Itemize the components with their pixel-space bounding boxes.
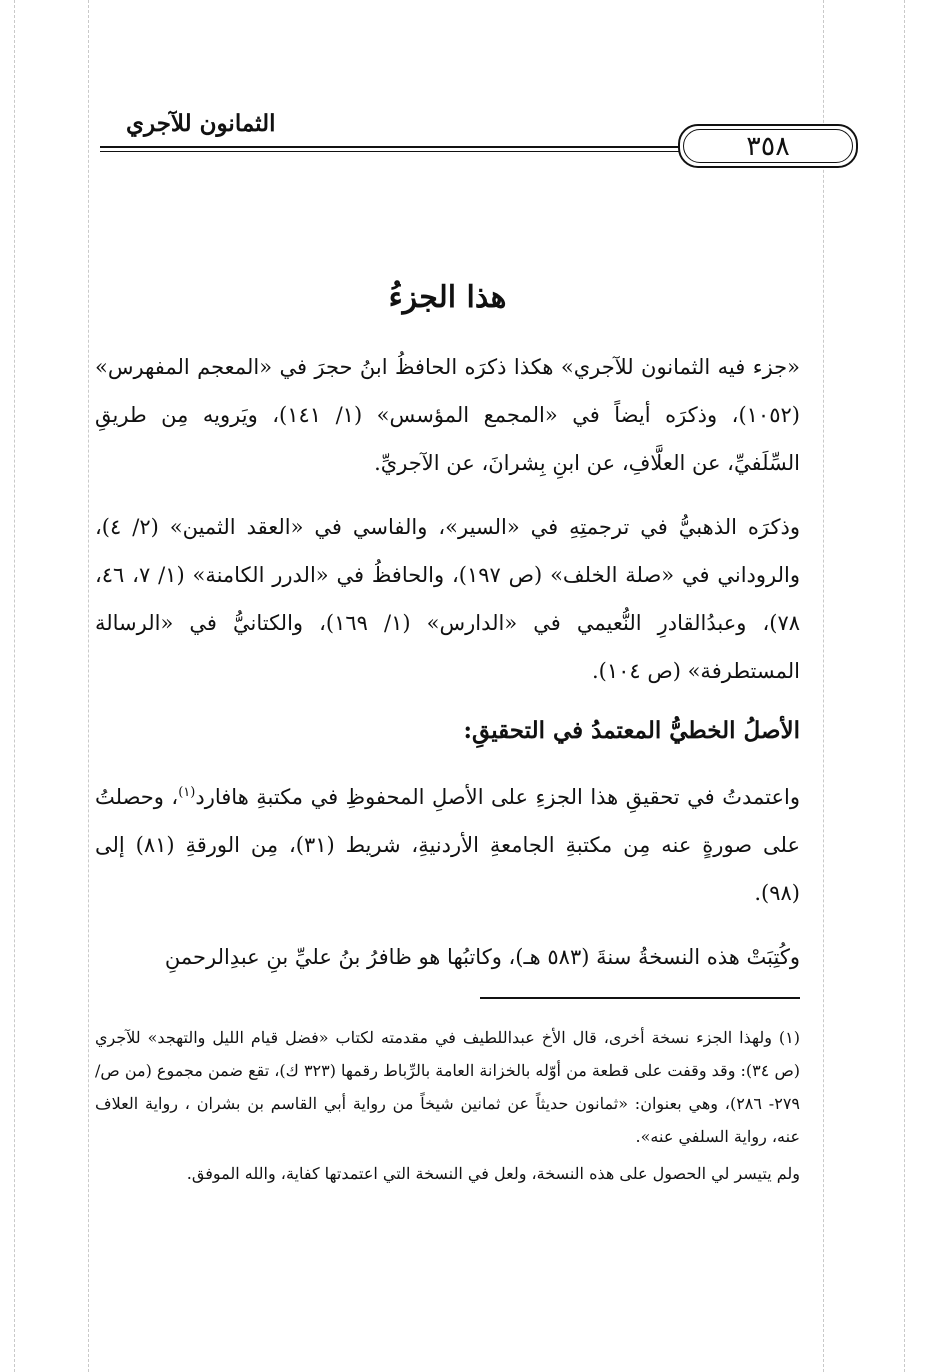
- paragraph-manuscript-text-b: ، وحصلتُ على صورةٍ عنه مِن مكتبةِ الجامعةِ الأردنيةِ، شريط (٣١)، مِن الورقةِ (٨١) إلى (٩٨).: [95, 785, 800, 905]
- footnote-separator: [480, 997, 800, 999]
- running-title: الثمانون للآجري: [120, 110, 281, 137]
- page-header: [100, 110, 795, 170]
- footnote-1: (١) ولهذا الجزء نسخة أخرى، قال الأخ عبداللطيف في مقدمته لكتاب «فضل قيام الليل والتهجد» للآجري (ص ٣٤): وقد وقفت على قطعة من أوّله بالخزانة العامة بالرِّباط رقمها (٣٢٣ ك)، تقع ضمن مجموع (من ص/ ٢٧٩- ٢٨٦)، وهي بعنوان: «ثمانون حديثاً عن ثمانين شيخاً من رواية أبي القاسم بن بشران ، رواية العلاف عنه، رواية السلفي عنه».: [95, 1028, 801, 1146]
- section-title: هذا الجزءُ: [388, 280, 507, 315]
- paragraph-sources-1: «جزء فيه الثمانون للآجري» هكذا ذكرَه الحافظُ ابنُ حجرَ في «المعجم المفهرس» (١٠٥٢)، وذكرَه أيضاً في «المجمع المؤسس» (١/ ١٤١)، ويَرويه مِن طريقِ السِّلَفيِّ، عن العلَّافِ، عن ابنِ بِشرانَ، عن الآجريِّ.: [95, 355, 800, 475]
- scan-edge-left: [14, 0, 15, 1372]
- scan-guide-right: [823, 0, 824, 1372]
- page-number: ٣٥٨: [678, 124, 858, 168]
- subheading-manuscript: الأصلُ الخطيُّ المعتمدُ في التحقيقِ:: [463, 717, 800, 744]
- scan-guide-left: [88, 0, 89, 1372]
- footnote-1-tail: ولم يتيسر لي الحصول على هذه النسخة، ولعل في النسخة التي اعتمدتها كفاية، والله الموفق.: [186, 1164, 800, 1183]
- paragraph-manuscript: [95, 773, 800, 917]
- paragraph-copy-date: وكُتِبَتْ هذه النسخةُ سنةَ (٥٨٣ هـ)، وكاتبُها هو ظافرُ بنُ عليِّ بنِ عبدِالرحمنِ: [164, 945, 800, 969]
- paragraph-sources-2: وذكرَه الذهبيُّ في ترجمتِهِ في «السير»، والفاسي في «العقد الثمين» (٢/ ٤)، والروداني في «صلة الخلف» (ص ١٩٧)، والحافظُ في «الدرر الكامنة» (١/ ٧، ٤٦، ٧٨)، وعبدُالقادرِ النُّعيمي في «الدارس» (١/ ١٦٩)، والكتانيُّ في «الرسالة المستطرفة» (ص ١٠٤).: [95, 515, 800, 683]
- footnote-reference[interactable]: (١): [178, 785, 196, 800]
- paragraph-manuscript-text-a: واعتمدتُ في تحقيقِ هذا الجزءِ على الأصلِ المحفوظِ في مكتبةِ هافارد: [195, 785, 801, 809]
- page-body: [95, 280, 800, 1190]
- scan-edge-right: [904, 0, 905, 1372]
